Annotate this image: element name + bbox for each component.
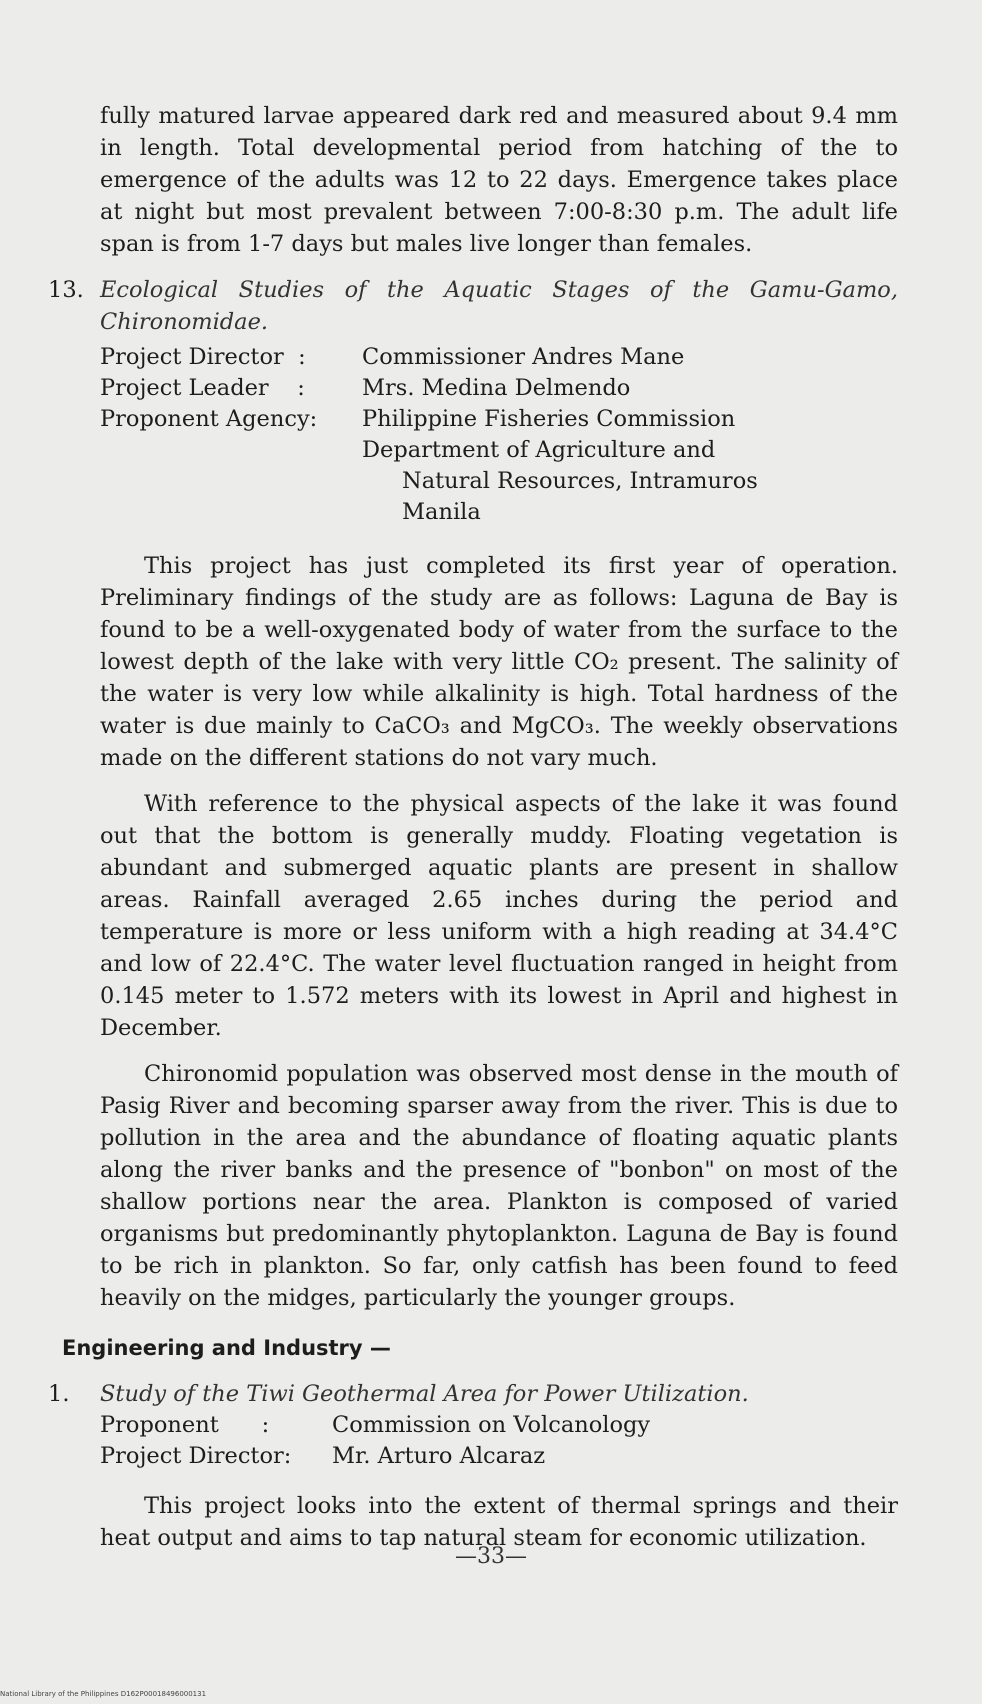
proponent-agency-label: Proponent Agency: <box>100 406 318 432</box>
project-leader-row <box>100 373 898 404</box>
page-number: —33— <box>455 1544 527 1569</box>
proponent-sep: : <box>261 1412 270 1438</box>
proponent-value: Commission on Volcanology <box>332 1412 651 1438</box>
proponent-row <box>100 1410 898 1441</box>
item-13-paragraph-3: Chironomid population was observed most dense in the mouth of Pasig River and becoming sparser away from the river. This is due to pollution in the area and the abundance of floating aquatic plants along the river banks and the presence of "bonbon" on most of the shallow portions near the area. Plankton is composed of varied organisms but predominantly phytoplankton. Laguna de Bay is found to be rich in plankton. So far, only catfish has been found to feed heavily on the midges, particularly the younger groups. <box>100 1061 898 1311</box>
lead-paragraph: fully matured larvae appeared dark red and measured about 9.4 mm in length. Total developmental period from hatching of the to emergence of the adults was 12 to 22 days. Emergence takes place at night but most prevalent between 7:00-8:30 p.m. The adult life span is from 1-7 days but males live longer than females. <box>100 103 898 257</box>
item-1-title-text: Study of the Tiwi Geothermal Area for Power Utilization. <box>100 1381 749 1407</box>
project-director-sep: : <box>298 344 306 370</box>
section-heading: Engineering and Industry — <box>62 1336 391 1360</box>
project-director-row <box>100 342 898 373</box>
proponent-agency-row <box>100 404 898 435</box>
item-13-paragraph-1: This project has just completed its first year of operation. Preliminary findings of the study are as follows: Laguna de Bay is found to be a well-oxygenated body of water from the surface to the lowest depth of the lake with very little CO₂ present. The salinity of the water is very low while alkalinity is high. Total hardness of the water is due mainly to CaCO₃ and MgCO₃. The weekly observations made on the different stations do not vary much. <box>100 553 898 771</box>
scan-stamp: National Library of the Philippines D162P00018496000131 <box>0 1690 207 1698</box>
project-director-label: Project Director <box>100 344 284 370</box>
item-1-title <box>48 1378 898 1410</box>
item-13-title-text: Ecological Studies of the Aquatic Stages of the Gamu-Gamo, Chironomidae. <box>100 277 898 335</box>
project-leader-sep: : <box>297 375 305 401</box>
proponent-agency-line4: Manila <box>402 499 481 525</box>
item-1-number: 1. <box>48 1381 70 1407</box>
proponent-agency-line2: Department of Agriculture and <box>362 437 716 463</box>
item-13-metadata <box>100 342 898 528</box>
item-1-director-label: Project Director: <box>100 1443 292 1469</box>
proponent-label: Proponent <box>100 1412 219 1438</box>
item-1-director-row <box>100 1441 898 1472</box>
body-text <box>48 100 898 1568</box>
item-13-title <box>48 274 898 338</box>
project-leader-value: Mrs. Medina Delmendo <box>362 375 631 401</box>
item-1-metadata <box>100 1410 898 1472</box>
proponent-agency-line3: Natural Resources, Intramuros <box>402 468 758 494</box>
project-leader-label: Project Leader <box>100 375 269 401</box>
item-13-paragraph-2: With reference to the physical aspects of the lake it was found out that the bottom is generally muddy. Floating vegetation is abundant and submerged aquatic plants are present in shallow areas. Rainfall averaged 2.65 inches during the period and temperature is more or less uniform with a high reading at 34.4°C and low of 22.4°C. The water level fluctuation ranged in height from 0.145 meter to 1.572 meters with its lowest in April and highest in December. <box>100 791 898 1041</box>
proponent-agency-line1: Philippine Fisheries Commission <box>362 406 736 432</box>
item-1-paragraph: This project looks into the extent of thermal springs and their heat output and aims to tap natural steam for economic utilization. <box>100 1493 898 1551</box>
item-13-number: 13. <box>48 277 84 303</box>
item-1-director-value: Mr. Arturo Alcaraz <box>332 1443 546 1469</box>
project-director-value: Commissioner Andres Mane <box>362 344 685 370</box>
